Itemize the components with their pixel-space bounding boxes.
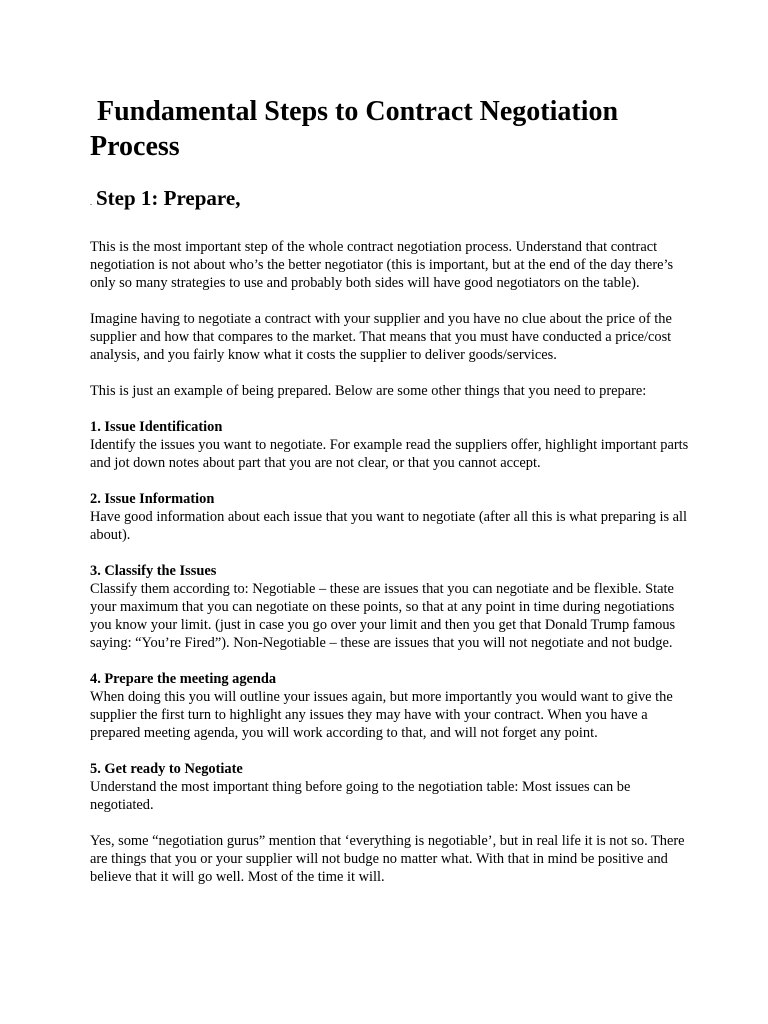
document-title: Fundamental Steps to Contract Negotiation Process xyxy=(90,96,626,162)
list-item xyxy=(90,418,690,472)
item-title: 5. Get ready to Negotiate xyxy=(90,761,243,777)
item-body: Identify the issues you want to negotiate. For example read the suppliers offer, highlight important parts and jot down notes about part that you are not clear, or that you cannot accept. xyxy=(90,437,689,471)
item-title: 3. Classify the Issues xyxy=(90,563,217,579)
intro-paragraph-3: This is just an example of being prepared. Below are some other things that you need to prepare: xyxy=(90,383,647,399)
step-heading-text: Step 1: Prepare, xyxy=(96,186,241,210)
list-item xyxy=(90,760,690,814)
item-title: 1. Issue Identification xyxy=(90,419,223,435)
step-heading xyxy=(90,184,690,217)
item-body: Classify them according to: Negotiable – these are issues that you can negotiate and be flexible. State your maximum that you can negotiate on these points, so that at any point in time during negotiations you know your limit. (just in case you go over your limit and then you get that Donald Trump famous saying: “You’re Fired”). Non-Negotiable – these are issues that you will not negotiate and not budge. xyxy=(90,581,676,651)
intro-paragraph-2: Imagine having to negotiate a contract with your supplier and you have no clue about the price of the supplier and how that compares to the market. That means that you must have conducted a price/cost analysis, and you fairly know what it costs the supplier to deliver goods/services. xyxy=(90,311,672,363)
item-title: 4. Prepare the meeting agenda xyxy=(90,671,277,687)
item-body: Understand the most important thing before going to the negotiation table: Most issues can be negotiated. xyxy=(90,779,631,813)
item-title: 2. Issue Information xyxy=(90,491,215,507)
step-marker: . xyxy=(90,198,92,207)
item-body: When doing this you will outline your issues again, but more importantly you would want to give the supplier the first turn to highlight any issues they may have with your contract. When you have a prepared meeting agenda, you will work according to that, and will not forget any point. xyxy=(90,689,673,741)
closing-paragraph: Yes, some “negotiation gurus” mention that ‘everything is negotiable’, but in real life it is not so. There are things that you or your supplier will not budge no matter what. With that in mind be positive and believe that it will go well. Most of the time it will. xyxy=(90,833,685,885)
list-item xyxy=(90,562,690,652)
item-body: Have good information about each issue that you want to negotiate (after all this is what preparing is all about). xyxy=(90,509,688,543)
list-item xyxy=(90,490,690,544)
intro-paragraph-1: This is the most important step of the whole contract negotiation process. Understand that contract negotiation is not about who’s the better negotiator (this is important, but at the end of the day there’s only so many strategies to use and probably both sides will have good negotiators on the table). xyxy=(90,239,674,291)
list-item xyxy=(90,670,690,742)
document-page xyxy=(90,94,690,904)
